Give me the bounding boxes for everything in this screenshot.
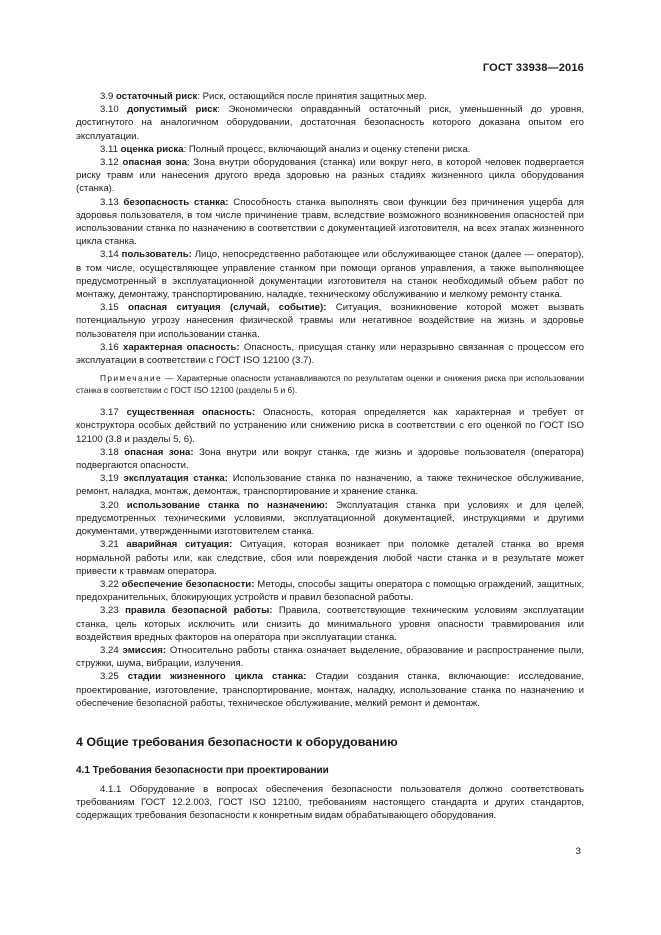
definition-text: Лицо, непосредственно работающее или обслуживающее станок (далее — оператор), в том числе, осуществляющее управление станком при помощи органов управления, а также выполняющее предусмотренный в эксплуатационной документации изготовителя на станок необходимый объем работ по монтажу, демонтажу, транспортированию, наладке, техническому обслуживанию и мелкому ремонту станка.	[76, 249, 584, 301]
definition-number: 3.19	[100, 473, 119, 485]
definition-item	[76, 472, 584, 498]
definition-term: пользователь:	[121, 249, 192, 261]
standard-header: ГОСТ 33938—2016	[482, 62, 584, 74]
definition-item	[76, 156, 584, 196]
definition-number: 3.13	[100, 196, 119, 208]
definition-number: 3.16	[100, 341, 119, 353]
page-number: 3	[575, 846, 581, 857]
definition-text: : Риск, остающийся после принятия защитных мер.	[197, 91, 427, 102]
definition-item	[76, 143, 584, 156]
definition-text: Правила, соответствующие техническим условиям эксплуатации станка, цель которых исключить или снизить до минимального уровня опасности травмирования или воздействия вредных факторов на оператора при эксплуатации станка.	[76, 605, 584, 643]
definition-term: стадии жизненного цикла станка:	[127, 671, 307, 683]
definition-term: аварийная ситуация:	[126, 539, 233, 551]
definition-number: 3.11	[100, 143, 118, 155]
definition-number: 3.23	[100, 605, 119, 617]
definition-item	[76, 604, 584, 644]
section-title-text: 4 Общие требования безопасности к оборудованию	[76, 734, 398, 749]
definition-text: Способность станка выполнять свои функции без причинения ущерба для здоровья пользователя, в том числе причинение травм, вследствие возможного возникновения опасностей при использовании станка по назначению в соответствии с документацией изготовителя, на всех этапах жизненного цикла станка.	[76, 196, 584, 248]
definition-number: 3.17	[100, 407, 119, 419]
definition-number: 3.25	[100, 671, 119, 683]
definition-item	[76, 499, 584, 539]
definition-item	[76, 406, 584, 446]
definition-term: эксплуатация станка:	[123, 473, 228, 485]
definition-number: 3.20	[100, 499, 119, 511]
definition-item	[76, 538, 584, 578]
definition-item	[76, 248, 584, 301]
definition-text: Стадии создания станка, включающие: исследование, проектирование, изготовление, транспортирование, монтаж, наладку, использование станка по назначению и обеспечение безопасной работы, техническое обслуживание, мелкий ремонт и демонтаж.	[76, 671, 584, 709]
definition-item	[76, 341, 584, 367]
definition-term: правила безопасной работы:	[125, 605, 273, 617]
definition-number: 3.10	[100, 104, 119, 116]
definition-term: остаточный риск	[116, 91, 198, 102]
definition-text: Методы, способы защиты оператора с помощью ограждений, защитных, предохранительных, блокирующих устройств и правил безопасной работы.	[76, 578, 584, 604]
definition-text: Ситуация, возникновение которой может вызвать потенциальную угрозу нанесения физической травмы или негативное воздействие на жизнь и здоровье пользователя при использовании станка.	[76, 302, 584, 340]
note-text: — Характерные опасности устанавливаются по результатам оценки и снижения риска при использовании станка в соответствии с ГОСТ ISO 12100 (разделы 5 и 6).	[76, 373, 584, 396]
definition-item	[76, 90, 584, 103]
definition-text: Относительно работы станка означает выделение, образование и распространение пыли, стружки, шума, вибрации, излучения.	[76, 644, 585, 670]
definition-term: безопасность станка:	[123, 196, 229, 208]
definition-term: опасная зона	[122, 157, 187, 169]
definition-item	[76, 196, 584, 249]
clause-4-1-1	[76, 783, 584, 823]
definition-item	[76, 670, 584, 710]
definition-term: характерная опасность:	[123, 341, 240, 353]
definitions-list-2	[76, 406, 584, 710]
definition-number: 3.22	[100, 578, 119, 590]
definition-number: 3.21	[100, 539, 119, 551]
definition-number: 3.24	[100, 644, 119, 656]
definition-text: Опасность, которая определяется как характерная и требует от конструктора особых действий по устранению или снижению риска в соответствии с его оценкой по ГОСТ ISO 12100 (3.8 и разделы 5, 6).	[76, 407, 584, 445]
definition-text: : Экономически оправданный остаточный риск, уменьшенный до уровня, достигнутого на аналогичном оборудовании, достаточная безопасность которого доказана опытом его эксплуатации.	[76, 104, 584, 142]
definition-item	[76, 301, 584, 341]
section-title	[76, 734, 584, 750]
note	[76, 372, 584, 396]
definition-text: Использование станка по назначению, а также техническое обслуживание, ремонт, наладка, монтаж, демонтаж, транспортирование и хранение станка.	[76, 473, 584, 498]
note-label: Примечание	[100, 373, 163, 384]
definition-text: Ситуация, которая возникает при поломке деталей станка во время нормальной работы или, как следствие, сбоя или повреждения любой части станка и в результате может привести к травмам оператора.	[76, 539, 585, 577]
definition-number: 3.12	[100, 157, 119, 169]
page-content	[76, 90, 584, 823]
definition-number: 3.14	[100, 249, 119, 261]
definition-term: обеспечение безопасности:	[121, 578, 255, 590]
definition-item	[76, 644, 584, 670]
definition-term: допустимый риск	[127, 104, 218, 116]
definition-term: использование станка по назначению:	[126, 499, 328, 511]
definition-text: : Зона внутри оборудования (станка) или вокруг него, в которой человек подвергается риску травм или нанесения другого вреда здоровью на разных стадиях жизненного цикла оборудования (станка).	[76, 157, 585, 195]
definition-text: : Полный процесс, включающий анализ и оценку степени риска.	[183, 143, 471, 155]
clause-text: Оборудование в вопросах обеспечения безопасности пользователя должно соответствовать требованиям ГОСТ 12.2.003, ГОСТ ISO 12100, требованиям настоящего стандарта и других стандартов, содержащих требования безопасности к конкретным видам обрабатывающего оборудования.	[76, 783, 584, 822]
definition-number: 3.9	[100, 91, 114, 102]
subsection-title	[76, 764, 584, 777]
definition-number: 3.18	[100, 446, 119, 458]
definition-item	[76, 578, 584, 604]
definition-term: опасная ситуация (случай, событие):	[128, 302, 327, 314]
definition-term: оценка риска	[120, 143, 184, 155]
definition-text: Зона внутри или вокруг станка, где жизнь и здоровье пользователя (оператора) подвергаются опасности.	[76, 446, 585, 472]
definition-item	[76, 446, 584, 472]
definition-item	[76, 103, 584, 143]
definition-term: эмиссия:	[122, 644, 167, 656]
definition-number: 3.15	[100, 302, 119, 314]
definitions-list-1	[76, 90, 584, 367]
definition-text: Опасность, присущая станку или неразрывно связанная с процессом его эксплуатации в соответствии с ГОСТ ISO 12100 (3.7).	[76, 341, 584, 367]
subsection-title-text: 4.1 Требования безопасности при проектировании	[76, 764, 329, 776]
definition-text: Эксплуатация станка при условиях и для целей, предусмотренных техническими условиями, эксплуатационной документацией, инструкциями и другими документами, утвержденными изготовителем станка.	[76, 499, 584, 538]
definition-term: опасная зона:	[124, 446, 194, 458]
clause-number: 4.1.1	[100, 783, 122, 795]
definition-term: существенная опасность:	[126, 407, 256, 419]
